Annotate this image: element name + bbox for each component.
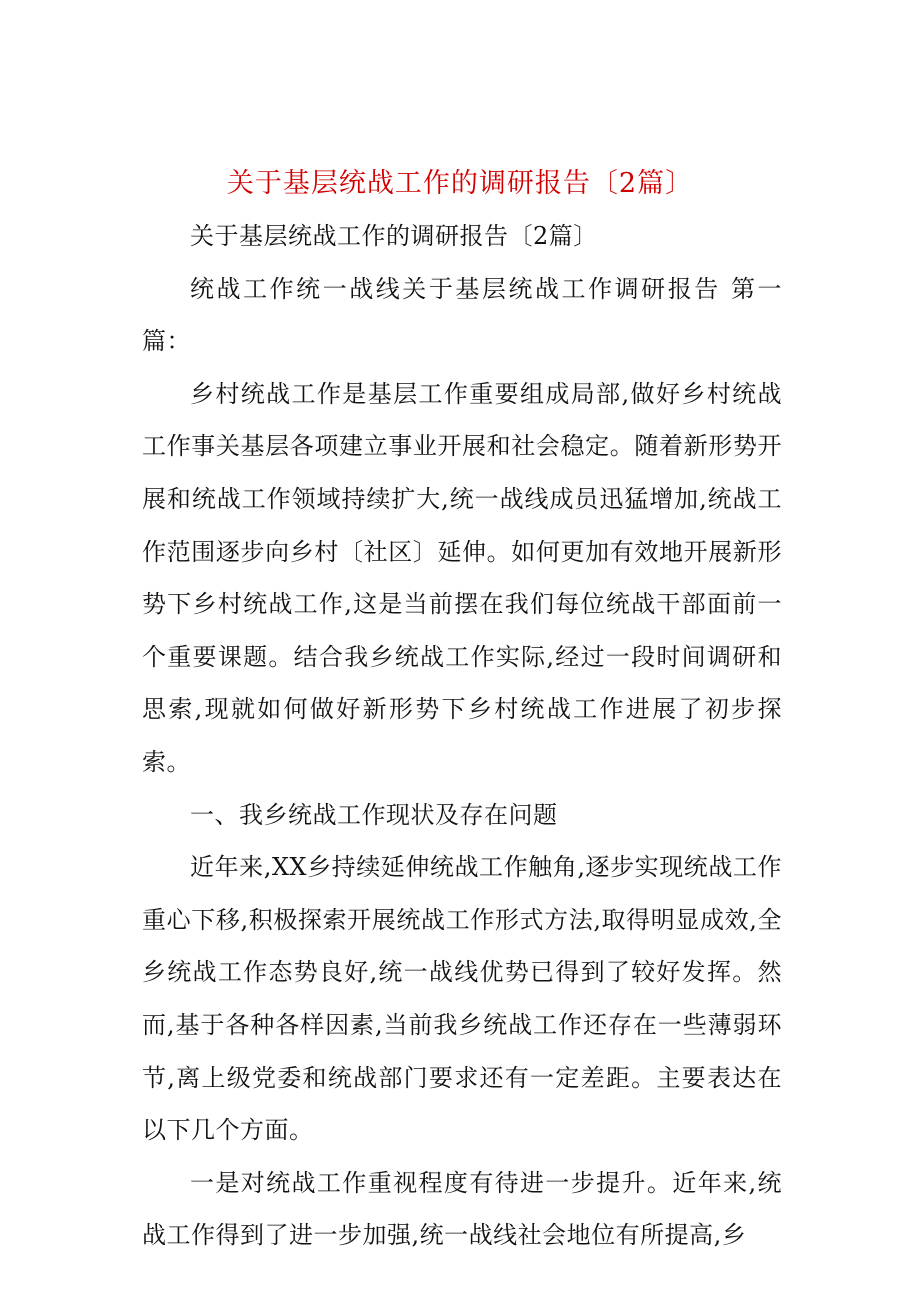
paragraph-intro: 乡村统战工作是基层工作重要组成局部,做好乡村统战工作事关基层各项建立事业开展和社会稳定。随着新形势开展和统战工作领域持续扩大,统一战线成员迅猛增加,统战工作范围逐步向乡村〔社区〕延伸。如何更加有效地开展新形势下乡村统战工作,这是当前摆在我们每位统战干部面前一个重要课题。结合我乡统战工作实际,经过一段时间调研和思索,现就如何做好新形势下乡村统战工作进展了初步探索。 (142, 379, 782, 776)
paragraph-status: 近年来,XX乡持续延伸统战工作触角,逐步实现统战工作重心下移,积极探索开展统战工作形式方法,取得明显成效,全乡统战工作态势良好,统一战线优势已得到了较好发挥。然而,基于各种各样因素,当前我乡统战工作还存在一些薄弱环节,离上级党委和统战部门要求还有一定差距。主要表达在以下几个方面。 (142, 853, 782, 1145)
document-body (142, 210, 782, 1262)
paragraph-point-one: 一是对统战工作重视程度有待进一步提升。近年来,统战工作得到了进一步加强,统一战线社会地位有所提高,乡 (142, 1168, 782, 1250)
paragraph-section-heading: 统战工作统一战线关于基层统战工作调研报告 第一篇： (142, 274, 782, 356)
document-subtitle: 关于基层统战工作的调研报告〔2篇〕 (190, 222, 598, 250)
paragraph-heading-one: 一、我乡统战工作现状及存在问题 (190, 800, 558, 829)
document-title: 关于基层统战工作的调研报告〔2篇〕 (226, 168, 694, 199)
